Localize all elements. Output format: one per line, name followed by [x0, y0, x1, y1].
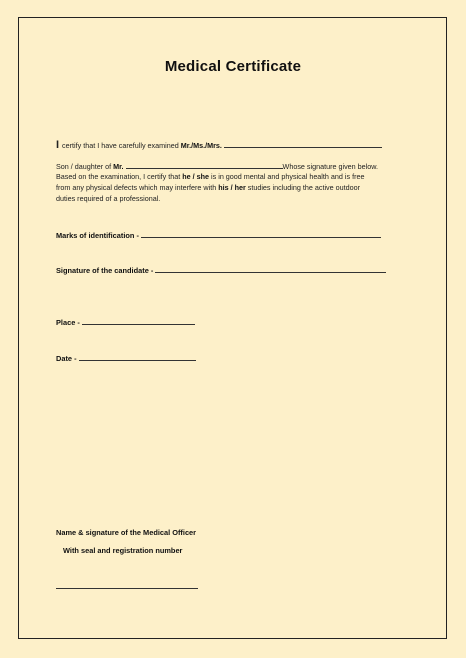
his-her-text: his / her	[218, 183, 246, 192]
body-line-2	[56, 183, 360, 192]
marks-line	[56, 230, 381, 240]
intro-initial: I	[56, 139, 60, 151]
parent-name-blank[interactable]	[126, 161, 283, 169]
date-blank[interactable]	[79, 353, 196, 361]
place-line	[56, 317, 195, 327]
marks-label: Marks of identification -	[56, 231, 141, 240]
place-label: Place -	[56, 318, 82, 327]
signature-given-text: Whose signature given below.	[282, 162, 379, 171]
date-label: Date -	[56, 354, 79, 363]
body-line-1-b: is in good mental and physical health and is free	[209, 172, 365, 181]
candidate-signature-line	[56, 265, 386, 275]
officer-signature-blank[interactable]	[56, 588, 198, 589]
body-line-1	[56, 172, 364, 181]
body-line-3-text: duties required of a professional.	[56, 194, 161, 203]
he-she-text: he / she	[182, 172, 210, 181]
intro-text: certify that I have carefully examined	[60, 141, 181, 150]
intro-salutation: Mr./Ms./Mrs.	[180, 141, 222, 150]
son-daughter-prefix: Son / daughter of	[56, 162, 114, 171]
place-blank[interactable]	[82, 317, 195, 325]
parent-line	[56, 161, 378, 171]
candidate-signature-label: Signature of the candidate -	[56, 266, 156, 275]
intro-line	[56, 140, 382, 150]
marks-blank[interactable]	[141, 230, 381, 238]
candidate-signature-blank[interactable]	[155, 265, 386, 273]
parent-salutation: Mr.	[113, 162, 124, 171]
body-line-1-a: Based on the examination, I certify that	[56, 172, 183, 181]
examinee-name-blank[interactable]	[224, 140, 382, 148]
date-line	[56, 353, 196, 363]
certificate-title: Medical Certificate	[164, 58, 302, 75]
body-line-3	[56, 194, 160, 203]
seal-label: With seal and registration number	[63, 546, 183, 555]
body-line-2-a: from any physical defects which may interfere with	[56, 183, 219, 192]
body-line-2-b: studies including the active outdoor	[245, 183, 361, 192]
officer-label: Name & signature of the Medical Officer	[56, 528, 197, 537]
